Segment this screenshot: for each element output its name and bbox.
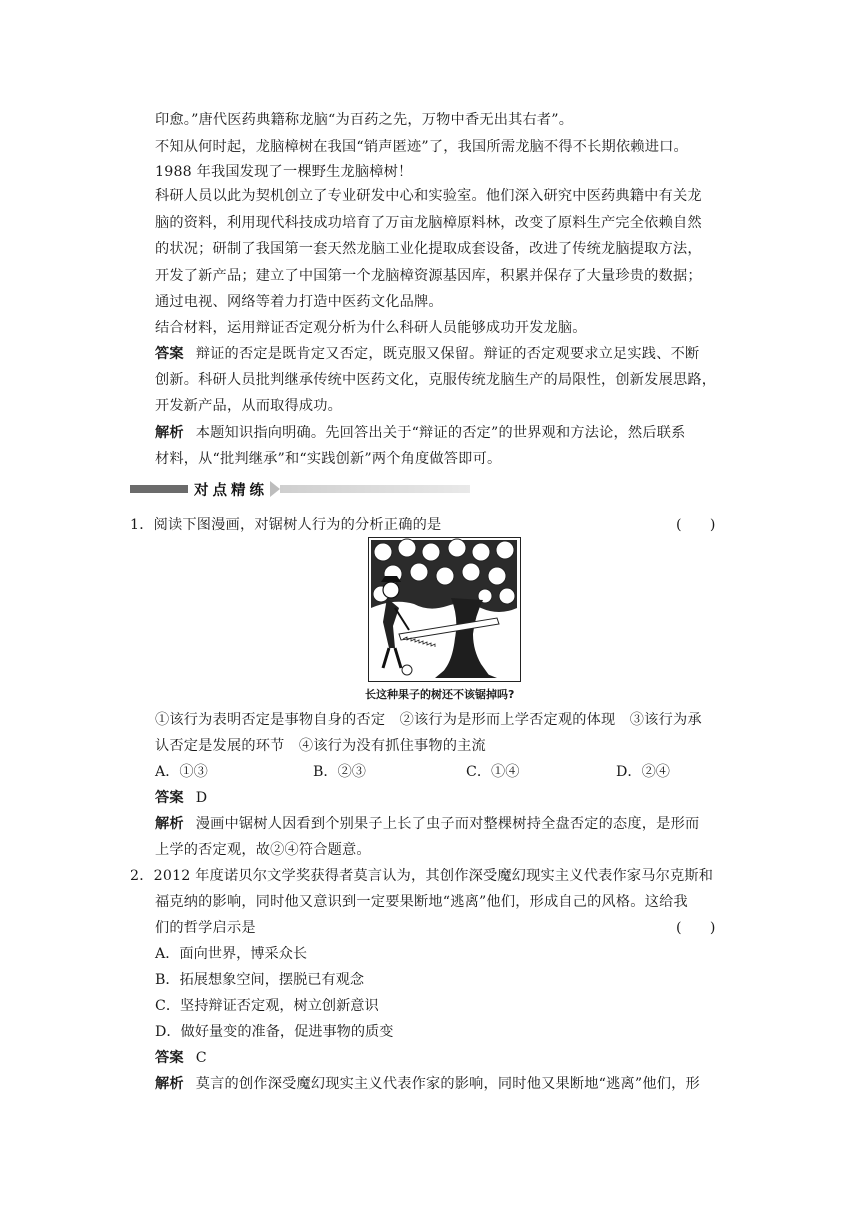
q1-stem: 1．阅读下图漫画，对锯树人行为的分析正确的是 xyxy=(130,517,442,533)
q2-stem-line-3: 们的哲学启示是 xyxy=(155,920,256,936)
q1-option-c: C．①④ xyxy=(466,764,520,780)
q1-analysis-line-1 xyxy=(155,814,699,834)
intro-answer-line-3: 开发新产品，从而取得成功。 xyxy=(155,398,343,414)
q2-analysis-label: 解析 xyxy=(155,1076,184,1092)
intro-line-8: 通过电视、网络等着力打造中医药文化品牌。 xyxy=(155,294,443,310)
q2-option-d: D．做好量变的准备，促进事物的质变 xyxy=(155,1024,394,1040)
q2-answer-label: 答案 xyxy=(155,1050,184,1066)
q1-answer-label: 答案 xyxy=(155,790,184,806)
q1-answer-value: D xyxy=(195,790,208,806)
intro-analysis-line-1 xyxy=(155,423,685,443)
intro-line-7: 开发了新产品；建立了中国第一个龙脑樟资源基因库，积累并保存了大量珍贵的数据； xyxy=(155,268,702,284)
section-banner xyxy=(130,481,470,497)
intro-analysis-line-2: 材料，从“批判继承”和“实践创新”两个角度做答即可。 xyxy=(155,451,502,467)
banner-chevron-icon xyxy=(270,481,280,497)
intro-answer-line-1 xyxy=(155,344,699,364)
q2-stem-line-2: 福克纳的影响，同时他又意识到一定要果断地“逃离”他们，形成自己的风格。这给我 xyxy=(155,894,688,910)
analysis-label: 解析 xyxy=(155,425,184,441)
q1-analysis-line-2: 上学的否定观，故②④符合题意。 xyxy=(155,842,371,858)
intro-line-1: 印愈。”唐代医药典籍称龙脑“为百药之先，万物中香无出其右者”。 xyxy=(155,112,574,128)
q2-option-b: B．拓展想象空间，摆脱已有观念 xyxy=(155,972,365,988)
banner-light-bar xyxy=(280,485,470,493)
intro-line-6: 的状况；研制了我国第一套天然龙脑工业化提取成套设备，改进了传统龙脑提取方法， xyxy=(155,241,702,257)
intro-line-3: 1988 年我国发现了一棵野生龙脑樟树！ xyxy=(155,164,413,180)
intro-line-5: 脑的资料，利用现代科技成功培育了万亩龙脑樟原料林，改变了原料生产完全依赖自然 xyxy=(155,215,702,231)
q1-option-a: A．①③ xyxy=(155,764,208,780)
analysis-text: 本题知识指向明确。先回答出关于“辩证的否定”的世界观和方法论，然后联系 xyxy=(195,425,686,441)
q2-analysis-line-1 xyxy=(155,1074,700,1094)
answer-text: 辩证的否定是既肯定又否定，既克服又保留。辩证的否定观要求立足实践、不断 xyxy=(195,346,700,362)
intro-answer-line-2: 创新。科研人员批判继承传统中医药文化，克服传统龙脑生产的局限性，创新发展思路， xyxy=(155,372,717,388)
intro-line-4: 科研人员以此为契机创立了专业研发中心和实验室。他们深入研究中医药典籍中有关龙 xyxy=(155,188,702,204)
q1-option-b: B．②③ xyxy=(313,764,366,780)
q1-answer-paren: ( ) xyxy=(676,517,716,533)
intro-question: 结合材料，运用辩证否定观分析为什么科研人员能够成功开发龙脑。 xyxy=(155,320,587,336)
answer-label: 答案 xyxy=(155,346,184,362)
q2-analysis-text: 莫言的创作深受魔幻现实主义代表作家的影响，同时他又果断地“逃离”他们，形 xyxy=(195,1076,700,1092)
tree-sawing-cartoon-image xyxy=(369,538,519,680)
q1-analysis-text: 漫画中锯树人因看到个别果子上长了虫子而对整棵树持全盘否定的态度，是形而 xyxy=(195,816,700,832)
q2-answer xyxy=(155,1048,207,1068)
q1-analysis-label: 解析 xyxy=(155,816,184,832)
banner-dark-bar xyxy=(130,485,188,493)
q1-cartoon-caption: 长这种果子的树还不该锯掉吗? xyxy=(365,688,515,701)
q2-option-c: C．坚持辩证否定观，树立创新意识 xyxy=(155,998,379,1014)
q2-option-a: A．面向世界，博采众长 xyxy=(155,946,308,962)
section-title: 对点精练 xyxy=(194,483,268,499)
q1-statement-line-1: ①该行为表明否定是事物自身的否定 ②该行为是形而上学否定观的体现 ③该行为承 xyxy=(155,712,702,728)
q2-stem-line-1: 2．2012 年度诺贝尔文学奖获得者莫言认为，其创作深受魔幻现实主义代表作家马尔克斯和 xyxy=(130,868,714,884)
q1-answer xyxy=(155,788,207,808)
q1-option-d: D．②④ xyxy=(616,764,670,780)
q2-answer-value: C xyxy=(195,1050,207,1066)
q2-answer-paren: ( ) xyxy=(676,920,716,936)
intro-line-2: 不知从何时起，龙脑樟树在我国“销声匿迹”了，我国所需龙脑不得不长期依赖进口。 xyxy=(155,139,688,155)
q1-cartoon xyxy=(368,537,521,682)
q1-statement-line-2: 认否定是发展的环节 ④该行为没有抓住事物的主流 xyxy=(155,738,486,754)
